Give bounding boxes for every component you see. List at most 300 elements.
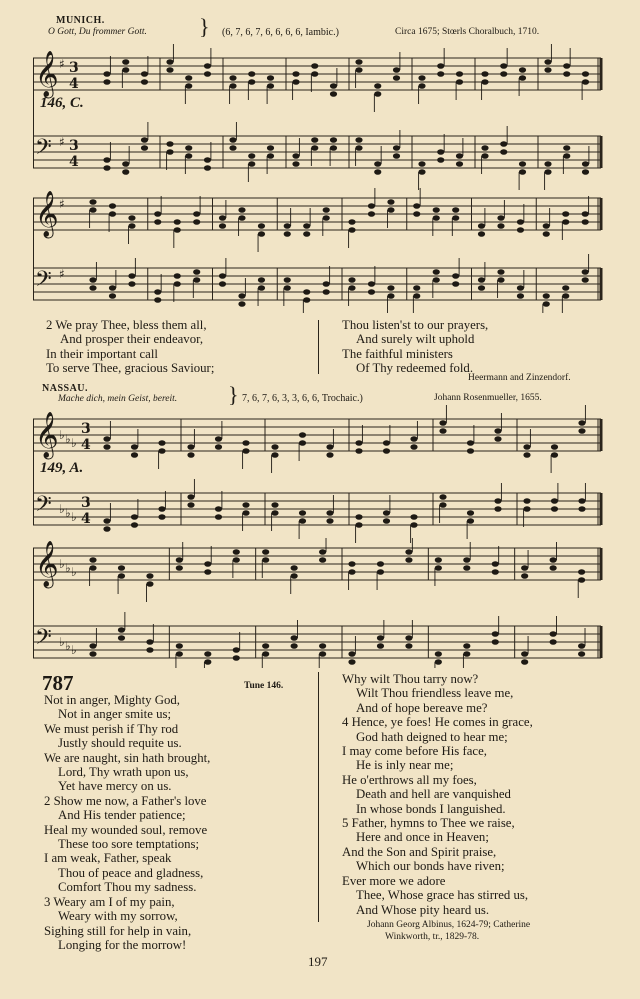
note-head xyxy=(437,71,444,77)
note-head xyxy=(238,293,245,299)
flat-icon: ♭ xyxy=(71,565,77,579)
note-head xyxy=(323,215,330,221)
note-head xyxy=(215,506,222,512)
note-head xyxy=(418,75,425,81)
sharp-icon: ♯ xyxy=(59,135,65,149)
note-head xyxy=(258,231,265,237)
page-number: 197 xyxy=(308,954,328,969)
note-head xyxy=(452,215,459,221)
note-head xyxy=(377,569,384,575)
note-head xyxy=(219,223,226,229)
note-head xyxy=(118,565,125,571)
note-head xyxy=(374,161,381,167)
verse-line: Not in anger, Mighty God, xyxy=(44,693,180,707)
note-head xyxy=(146,573,153,579)
note-head xyxy=(299,440,306,446)
note-head xyxy=(582,277,589,283)
verse-attribution: Heermann and Zinzendorf. xyxy=(468,373,571,383)
note-head xyxy=(267,83,274,89)
note-head xyxy=(326,452,333,458)
note-head xyxy=(146,639,153,645)
note-head xyxy=(348,561,355,567)
note-head xyxy=(248,79,255,85)
note-head xyxy=(433,207,440,213)
note-head xyxy=(146,647,153,653)
verse-line: Thou of peace and gladness, xyxy=(58,865,204,880)
flat-icon: ♭ xyxy=(71,510,77,524)
note-head xyxy=(497,223,504,229)
note-head xyxy=(229,75,236,81)
note-head xyxy=(131,514,138,520)
note-head xyxy=(238,215,245,221)
note-head xyxy=(439,420,446,426)
note-head xyxy=(323,207,330,213)
note-head xyxy=(439,428,446,434)
flat-icon: ♭ xyxy=(65,639,71,653)
note-head xyxy=(122,161,129,167)
sharp-icon: ♯ xyxy=(59,197,65,211)
note-head xyxy=(238,301,245,307)
note-head xyxy=(229,137,236,143)
verse-right-column xyxy=(342,318,488,376)
flat-icon: ♭ xyxy=(59,635,65,649)
note-head xyxy=(418,169,425,175)
note-head xyxy=(463,651,470,657)
note-head xyxy=(262,651,269,657)
tune2-music-system-2 xyxy=(33,538,608,668)
note-head xyxy=(410,522,417,528)
note-head xyxy=(158,514,165,520)
verse-line: He is inly near me; xyxy=(356,758,454,773)
note-head xyxy=(103,157,110,163)
note-head xyxy=(437,63,444,69)
note-head xyxy=(377,635,384,641)
note-head xyxy=(500,71,507,77)
note-head xyxy=(544,59,551,65)
note-head xyxy=(387,293,394,299)
note-head xyxy=(303,297,310,303)
verse-line: And the Son and Spirit praise, xyxy=(342,844,497,859)
note-head xyxy=(319,643,326,649)
note-head xyxy=(292,161,299,167)
note-head xyxy=(242,440,249,446)
note-head xyxy=(311,137,318,143)
note-head xyxy=(578,420,585,426)
note-head xyxy=(478,223,485,229)
note-head xyxy=(355,522,362,528)
flat-icon: ♭ xyxy=(65,506,71,520)
note-head xyxy=(233,655,240,661)
note-head xyxy=(492,561,499,567)
note-head xyxy=(437,157,444,163)
note-head xyxy=(89,199,96,205)
note-head xyxy=(330,83,337,89)
note-head xyxy=(103,526,110,532)
note-head xyxy=(122,67,129,73)
note-head xyxy=(204,659,211,665)
verse-line: In their important call xyxy=(46,346,158,361)
note-head xyxy=(355,67,362,73)
note-head xyxy=(271,502,278,508)
note-head xyxy=(103,71,110,77)
tune1-number: 146, C. xyxy=(40,95,84,111)
note-head xyxy=(131,452,138,458)
tune2-name: NASSAU. xyxy=(42,383,89,394)
note-head xyxy=(481,145,488,151)
note-head xyxy=(405,635,412,641)
note-head xyxy=(517,219,524,225)
note-head xyxy=(193,269,200,275)
note-head xyxy=(330,137,337,143)
note-head xyxy=(519,67,526,73)
note-head xyxy=(582,79,589,85)
note-head xyxy=(481,71,488,77)
note-head xyxy=(387,285,394,291)
note-head xyxy=(456,161,463,167)
tune1-music-system-2 xyxy=(33,188,608,313)
note-head xyxy=(463,565,470,571)
note-head xyxy=(551,498,558,504)
note-head xyxy=(271,510,278,516)
verse-line: Death and hell are vanquished xyxy=(356,787,511,802)
bass-clef-icon: 𝄢 xyxy=(35,135,52,165)
note-head xyxy=(435,557,442,563)
verse-line: Not in anger smite us; xyxy=(58,707,172,722)
note-head xyxy=(433,269,440,275)
note-head xyxy=(109,211,116,217)
note-head xyxy=(311,145,318,151)
note-head xyxy=(393,153,400,159)
note-head xyxy=(355,137,362,143)
note-head xyxy=(215,444,222,450)
note-head xyxy=(562,293,569,299)
note-head xyxy=(578,506,585,512)
note-head xyxy=(299,518,306,524)
verse-line: And of hope bereave me? xyxy=(356,700,488,715)
note-head xyxy=(387,199,394,205)
note-head xyxy=(187,444,194,450)
verse-line: Weary with my sorrow, xyxy=(58,909,178,924)
note-head xyxy=(550,631,557,637)
note-head xyxy=(291,635,298,641)
note-head xyxy=(435,659,442,665)
note-head xyxy=(258,277,265,283)
note-head xyxy=(582,161,589,167)
note-head xyxy=(166,59,173,65)
hymn-attribution-line-2: Winkworth, tr., 1829-78. xyxy=(385,932,480,942)
note-head xyxy=(348,569,355,575)
note-head xyxy=(158,506,165,512)
note-head xyxy=(303,223,310,229)
note-head xyxy=(89,207,96,213)
verse-line: These too sore temptations; xyxy=(58,837,200,852)
tune1-meter: (6, 7, 6, 7, 6, 6, 6, 6, Iambic.) xyxy=(222,27,339,38)
note-head xyxy=(413,211,420,217)
note-head xyxy=(141,145,148,151)
note-head xyxy=(311,71,318,77)
note-head xyxy=(467,448,474,454)
note-head xyxy=(284,277,291,283)
note-head xyxy=(176,565,183,571)
note-head xyxy=(154,289,161,295)
note-head xyxy=(478,231,485,237)
note-head xyxy=(578,428,585,434)
note-head xyxy=(204,165,211,171)
note-head xyxy=(467,518,474,524)
note-head xyxy=(413,285,420,291)
note-head xyxy=(89,285,96,291)
note-head xyxy=(368,211,375,217)
note-head xyxy=(433,215,440,221)
note-head xyxy=(330,91,337,97)
note-head xyxy=(141,71,148,77)
note-head xyxy=(103,444,110,450)
note-head xyxy=(418,83,425,89)
note-head xyxy=(562,211,569,217)
note-head xyxy=(291,643,298,649)
time-signature-bottom: 4 xyxy=(81,437,91,453)
note-head xyxy=(497,215,504,221)
treble-clef-icon: 𝄞 xyxy=(35,541,59,587)
note-head xyxy=(550,639,557,645)
note-head xyxy=(374,91,381,97)
note-head xyxy=(582,169,589,175)
note-head xyxy=(166,141,173,147)
note-head xyxy=(303,289,310,295)
note-head xyxy=(284,231,291,237)
note-head xyxy=(519,169,526,175)
note-head xyxy=(141,137,148,143)
note-head xyxy=(204,157,211,163)
verse-left-column xyxy=(46,318,214,376)
time-signature-bottom: 4 xyxy=(69,76,79,92)
note-head xyxy=(242,448,249,454)
verse-line: Longing for the morrow! xyxy=(58,937,187,952)
note-head xyxy=(551,444,558,450)
note-head xyxy=(89,277,96,283)
note-head xyxy=(267,75,274,81)
hymn-number: 787 xyxy=(42,671,74,695)
note-head xyxy=(544,161,551,167)
note-head xyxy=(492,639,499,645)
note-head xyxy=(326,510,333,516)
note-head xyxy=(377,643,384,649)
verse-line: Lord, Thy wrath upon us, xyxy=(58,765,189,780)
note-head xyxy=(303,231,310,237)
note-head xyxy=(355,514,362,520)
note-head xyxy=(410,444,417,450)
note-head xyxy=(543,231,550,237)
flat-icon: ♭ xyxy=(65,561,71,575)
note-head xyxy=(284,223,291,229)
note-head xyxy=(383,440,390,446)
note-head xyxy=(544,67,551,73)
verse-line: Heal my wounded soul, remove xyxy=(44,822,208,837)
note-head xyxy=(292,71,299,77)
flat-icon: ♭ xyxy=(59,502,65,516)
note-head xyxy=(185,145,192,151)
verse-line: Of Thy redeemed fold. xyxy=(356,361,474,376)
treble-clef-icon: 𝄞 xyxy=(35,412,59,458)
note-head xyxy=(521,573,528,579)
note-head xyxy=(435,651,442,657)
note-head xyxy=(103,79,110,85)
verse-line: And prosper their endeavor, xyxy=(60,332,204,347)
note-head xyxy=(204,561,211,567)
time-signature-bottom: 4 xyxy=(69,154,79,170)
note-head xyxy=(154,219,161,225)
note-head xyxy=(158,440,165,446)
note-head xyxy=(478,285,485,291)
note-head xyxy=(319,549,326,555)
note-head xyxy=(233,549,240,555)
note-head xyxy=(204,569,211,575)
note-head xyxy=(187,494,194,500)
note-head xyxy=(128,281,135,287)
note-head xyxy=(109,285,116,291)
note-head xyxy=(299,432,306,438)
note-head xyxy=(131,522,138,528)
verse-line: 2 We pray Thee, bless them all, xyxy=(46,318,207,332)
note-head xyxy=(452,281,459,287)
verse-line: Thou listen'st to our prayers, xyxy=(342,318,489,332)
verse-line: Ever more we adore xyxy=(342,873,446,888)
note-head xyxy=(193,219,200,225)
verse-line: Yet have mercy on us. xyxy=(58,779,172,794)
note-head xyxy=(523,498,530,504)
note-head xyxy=(141,79,148,85)
note-head xyxy=(118,627,125,633)
note-head xyxy=(326,444,333,450)
tune1-name: MUNICH. xyxy=(56,15,105,26)
note-head xyxy=(128,223,135,229)
note-head xyxy=(215,514,222,520)
note-head xyxy=(166,67,173,73)
note-head xyxy=(550,557,557,563)
note-head xyxy=(323,281,330,287)
note-head xyxy=(174,219,181,225)
note-head xyxy=(500,141,507,147)
note-head xyxy=(463,557,470,563)
note-head xyxy=(355,59,362,65)
note-head xyxy=(229,145,236,151)
note-head xyxy=(128,273,135,279)
tune2-source: Johann Rosenmueller, 1655. xyxy=(434,393,542,403)
note-head xyxy=(578,569,585,575)
note-head xyxy=(582,71,589,77)
note-head xyxy=(517,227,524,233)
note-head xyxy=(410,436,417,442)
note-head xyxy=(387,207,394,213)
note-head xyxy=(405,549,412,555)
note-head xyxy=(185,153,192,159)
bass-clef-icon: 𝄢 xyxy=(35,492,52,522)
verse-line: Wilt Thou friendless leave me, xyxy=(356,686,514,701)
note-head xyxy=(578,498,585,504)
treble-clef-icon: 𝄞 xyxy=(35,51,59,97)
note-head xyxy=(185,83,192,89)
note-head xyxy=(122,169,129,175)
flat-icon: ♭ xyxy=(59,428,65,442)
note-head xyxy=(551,506,558,512)
note-head xyxy=(262,549,269,555)
note-head xyxy=(326,518,333,524)
note-head xyxy=(467,510,474,516)
note-head xyxy=(463,643,470,649)
treble-clef-icon: 𝄞 xyxy=(35,191,59,237)
note-head xyxy=(456,153,463,159)
note-head xyxy=(131,444,138,450)
verse-line: 2 Show me now, a Father's love xyxy=(44,793,207,808)
note-head xyxy=(452,273,459,279)
note-head xyxy=(193,211,200,217)
note-head xyxy=(204,63,211,69)
verse-line: The faithful ministers xyxy=(342,346,453,361)
note-head xyxy=(174,281,181,287)
tune2-german-title: Mache dich, mein Geist, bereit. xyxy=(58,394,178,404)
note-head xyxy=(89,557,96,563)
time-signature-top: 3 xyxy=(69,60,79,76)
note-head xyxy=(323,289,330,295)
note-head xyxy=(517,293,524,299)
hymn-right-column xyxy=(342,672,533,917)
note-head xyxy=(519,75,526,81)
verse-line: We are naught, sin hath brought, xyxy=(44,750,211,765)
note-head xyxy=(521,659,528,665)
note-head xyxy=(519,161,526,167)
note-head xyxy=(368,289,375,295)
note-head xyxy=(492,631,499,637)
note-head xyxy=(238,207,245,213)
note-head xyxy=(248,161,255,167)
note-head xyxy=(219,281,226,287)
note-head xyxy=(467,440,474,446)
note-head xyxy=(578,577,585,583)
note-head xyxy=(89,565,96,571)
note-head xyxy=(497,269,504,275)
note-head xyxy=(393,145,400,151)
note-head xyxy=(229,83,236,89)
tune2-meter: 7, 6, 7, 6, 3, 3, 6, 6, Trochaic.) xyxy=(242,393,363,404)
note-head xyxy=(418,161,425,167)
note-head xyxy=(523,444,530,450)
note-head xyxy=(248,153,255,159)
tune2-music-system-1 xyxy=(33,405,608,545)
note-head xyxy=(563,145,570,151)
note-head xyxy=(258,285,265,291)
note-head xyxy=(176,651,183,657)
note-head xyxy=(348,277,355,283)
note-head xyxy=(543,301,550,307)
note-head xyxy=(348,285,355,291)
note-head xyxy=(176,557,183,563)
note-head xyxy=(452,207,459,213)
note-head xyxy=(521,565,528,571)
note-head xyxy=(193,277,200,283)
note-head xyxy=(497,277,504,283)
note-head xyxy=(109,203,116,209)
note-head xyxy=(410,514,417,520)
note-head xyxy=(284,285,291,291)
note-head xyxy=(368,203,375,209)
tune1-source: Circa 1675; Stœrls Choralbuch, 1710. xyxy=(395,27,540,37)
note-head xyxy=(543,293,550,299)
note-head xyxy=(158,448,165,454)
note-head xyxy=(215,436,222,442)
note-head xyxy=(377,561,384,567)
verse-line: Here and once in Heaven; xyxy=(356,830,489,845)
note-head xyxy=(122,59,129,65)
